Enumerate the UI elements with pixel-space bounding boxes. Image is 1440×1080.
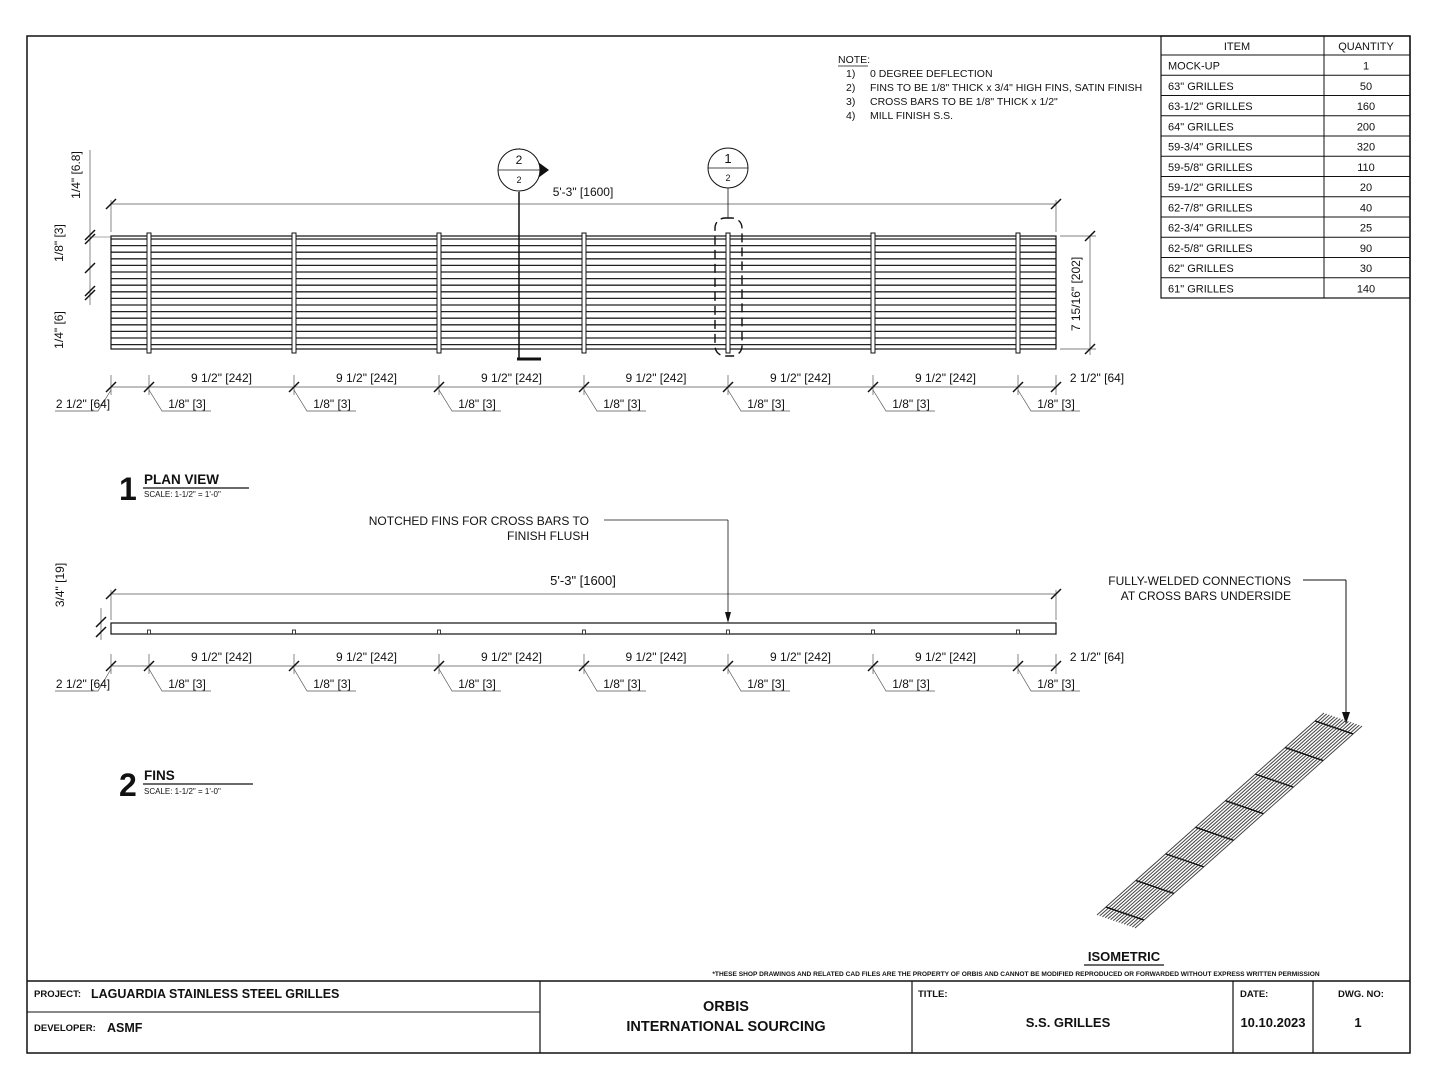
schedule-quantity: 20 [1359,182,1373,194]
schedule-item: 62-3/4" GRILLES [1168,222,1253,235]
iso-fin [1108,717,1335,919]
callout-sheet: 2 [516,175,522,185]
plan-cross-bars [147,233,1020,353]
fin-notch [872,630,875,634]
cross-bar-dimension: 1/8" [3] [458,397,496,411]
plan-left-dimension: 1/8" [3] [52,224,66,262]
note-text: 0 DEGREE DEFLECTION [870,68,993,80]
cross-bar-dimension: 1/8" [3] [603,397,641,411]
fins-view [53,514,1124,803]
bay-dimension: 9 1/2" [242] [336,371,397,385]
iso-fin [1132,725,1359,927]
plan-left-dimension: 1/4" [6.8] [69,151,83,199]
plan-view [52,148,1124,507]
callout-number: 2 [515,153,523,167]
developer-value: ASMF [107,1021,143,1035]
company-name: ORBIS [703,999,749,1015]
cross-bar-dimension: 1/8" [3] [892,677,930,691]
iso-fin [1119,720,1346,922]
fins-view-number: 2 [119,767,137,803]
iso-fin [1127,723,1354,925]
cross-bar [871,233,875,353]
plan-view-scale: SCALE: 1-1/2" = 1'-0" [144,490,221,499]
fins-view-scale: SCALE: 1-1/2" = 1'-0" [144,787,221,796]
iso-fin [1135,726,1362,928]
iso-fin [1121,721,1348,923]
end-dimension: 2 1/2" [64] [55,677,111,691]
schedule-item: 61" GRILLES [1168,283,1234,296]
schedule-item: 63-1/2" GRILLES [1168,101,1253,113]
isometric-view [1084,574,1362,965]
schedule-item: 63" GRILLES [1168,80,1234,93]
plan-left-dimension: 1/4" [6] [52,311,66,349]
bay-dimension: 9 1/2" [242] [770,371,831,385]
bay-dimension: 9 1/2" [242] [625,650,687,664]
schedule-header-quantity: QUANTITY [1338,41,1394,53]
iso-fin [1100,714,1327,916]
date-value: 10.10.2023 [1240,1015,1306,1030]
schedule-header-item: ITEM [1223,41,1251,53]
iso-fin [1130,724,1357,926]
iso-fin [1111,718,1338,920]
fin-notch [438,630,441,634]
schedule-item: 59-5/8" GRILLES [1168,161,1253,174]
quantity-schedule-table [1161,36,1410,298]
notes-block [838,54,1142,122]
iso-fin [1113,719,1340,921]
end-dimension: 2 1/2" [64] [1069,650,1125,664]
schedule-item: 62-5/8" GRILLES [1168,242,1253,255]
schedule-quantity: 25 [1359,222,1373,235]
end-dimension: 2 1/2" [64] [1069,371,1125,385]
isometric-title: ISOMETRIC [1087,949,1161,964]
iso-fin [1097,713,1324,915]
bay-dimension: 9 1/2" [242] [770,650,831,664]
project-value: LAGUARDIA STAINLESS STEEL GRILLES [91,987,340,1001]
developer-label: DEVELOPER: [34,1023,96,1034]
fin-notch [1017,630,1020,634]
fins-leader-text: FINISH FLUSH [506,529,589,543]
cross-bar [437,233,441,353]
cross-bar-dimension: 1/8" [3] [1037,677,1075,691]
dwg-no-label: DWG. NO: [1338,989,1384,1000]
bay-dimension: 9 1/2" [242] [481,650,542,664]
iso-fin [1102,715,1329,917]
bay-dimension: 9 1/2" [242] [191,371,252,385]
iso-fin [1116,720,1343,922]
cross-bar-dimension: 1/8" [3] [747,397,785,411]
bay-dimension: 9 1/2" [242] [336,650,397,664]
callout-sheet: 2 [725,173,731,183]
isometric-leader-text: FULLY-WELDED CONNECTIONS [1108,574,1291,588]
project-label: PROJECT: [34,989,81,1000]
plan-overall-dimension: 5'-3" [1600] [552,185,614,199]
title-value: S.S. GRILLES [1025,1015,1111,1030]
fin-notch [727,630,730,634]
note-text: MILL FINISH S.S. [870,110,954,122]
isometric-grille [1097,713,1362,928]
bay-dimension: 9 1/2" [242] [191,650,252,664]
schedule-quantity: 160 [1356,101,1376,113]
cross-bar [292,233,296,353]
fins-bottom-dimensions [55,650,1124,691]
cross-bar-dimension: 1/8" [3] [168,677,206,691]
disclaimer-text: *THESE SHOP DRAWINGS AND RELATED CAD FILES ARE THE PROPERTY OF ORBIS AND CANNOT BE MODIFIED REPRODUCED OR FORWARDED WITHOUT EXPRESS WRITTEN PERMISSION [712,971,1320,978]
isometric-leader-text: AT CROSS BARS UNDERSIDE [1120,589,1291,603]
bay-dimension: 9 1/2" [242] [625,371,687,385]
schedule-quantity: 200 [1356,121,1376,134]
bay-dimension: 9 1/2" [242] [915,371,976,385]
schedule-quantity: 140 [1356,283,1376,296]
schedule-item: 59-3/4" GRILLES [1168,141,1253,154]
schedule-item: MOCK-UP [1168,60,1220,73]
plan-bottom-dimensions [55,371,1124,411]
iso-fin [1124,722,1351,924]
schedule-item: 64" GRILLES [1168,121,1234,134]
cross-bar [147,233,151,353]
fin-notch [583,630,586,634]
cross-bar-dimension: 1/8" [3] [892,397,930,411]
schedule-quantity: 90 [1359,242,1373,255]
cross-bar [1016,233,1020,353]
schedule-quantity: 30 [1359,263,1373,275]
cross-bar [726,233,730,353]
cross-bar-dimension: 1/8" [3] [313,397,351,411]
cross-bar-dimension: 1/8" [3] [168,397,206,411]
cross-bar [582,233,586,353]
fin-notch [293,630,296,634]
section-callout-a [498,148,549,359]
notes-heading: NOTE: [838,54,871,66]
end-dimension: 2 1/2" [64] [55,397,111,411]
fin-notch [148,630,151,634]
schedule-quantity: 1 [1362,60,1370,73]
schedule-item: 62-7/8" GRILLES [1168,202,1253,215]
company-subtitle: INTERNATIONAL SOURCING [626,1019,826,1035]
note-number: 3) [846,96,856,108]
fins-leader-text: NOTCHED FINS FOR CROSS BARS TO [368,514,589,528]
plan-height-dimension: 7 15/16" [202] [1069,256,1083,332]
schedule-item: 59-1/2" GRILLES [1168,182,1253,194]
plan-view-number: 1 [119,471,137,507]
schedule-quantity: 110 [1357,161,1375,174]
cross-bar-dimension: 1/8" [3] [1037,397,1075,411]
schedule-quantity: 40 [1359,202,1373,215]
note-text: FINS TO BE 1/8" THICK x 3/4" HIGH FINS, SATIN FINISH [870,82,1143,94]
callout-number: 1 [724,151,732,166]
fins-overall-dimension: 5'-3" [1600] [550,573,616,588]
title-label: TITLE: [918,989,948,1000]
fins-view-title: FINS [144,768,175,783]
note-number: 4) [846,110,856,122]
schedule-quantity: 50 [1359,80,1373,93]
cross-bar-dimension: 1/8" [3] [458,677,496,691]
cross-bar-dimension: 1/8" [3] [747,677,785,691]
date-label: DATE: [1240,989,1269,1000]
iso-fin [1105,716,1332,918]
title-block [27,981,1410,1053]
note-text: CROSS BARS TO BE 1/8" THICK x 1/2" [870,96,1058,108]
bay-dimension: 9 1/2" [242] [915,650,976,664]
plan-view-title: PLAN VIEW [144,472,220,487]
schedule-quantity: 320 [1356,141,1376,154]
fins-height-dimension: 3/4" [19] [53,562,67,608]
dwg-no-value: 1 [1354,1015,1362,1030]
schedule-item: 62" GRILLES [1168,263,1234,275]
bay-dimension: 9 1/2" [242] [481,371,542,385]
note-number: 1) [846,68,856,80]
note-number: 2) [846,82,856,94]
cross-bar-dimension: 1/8" [3] [313,677,351,691]
cross-bar-dimension: 1/8" [3] [603,677,641,691]
